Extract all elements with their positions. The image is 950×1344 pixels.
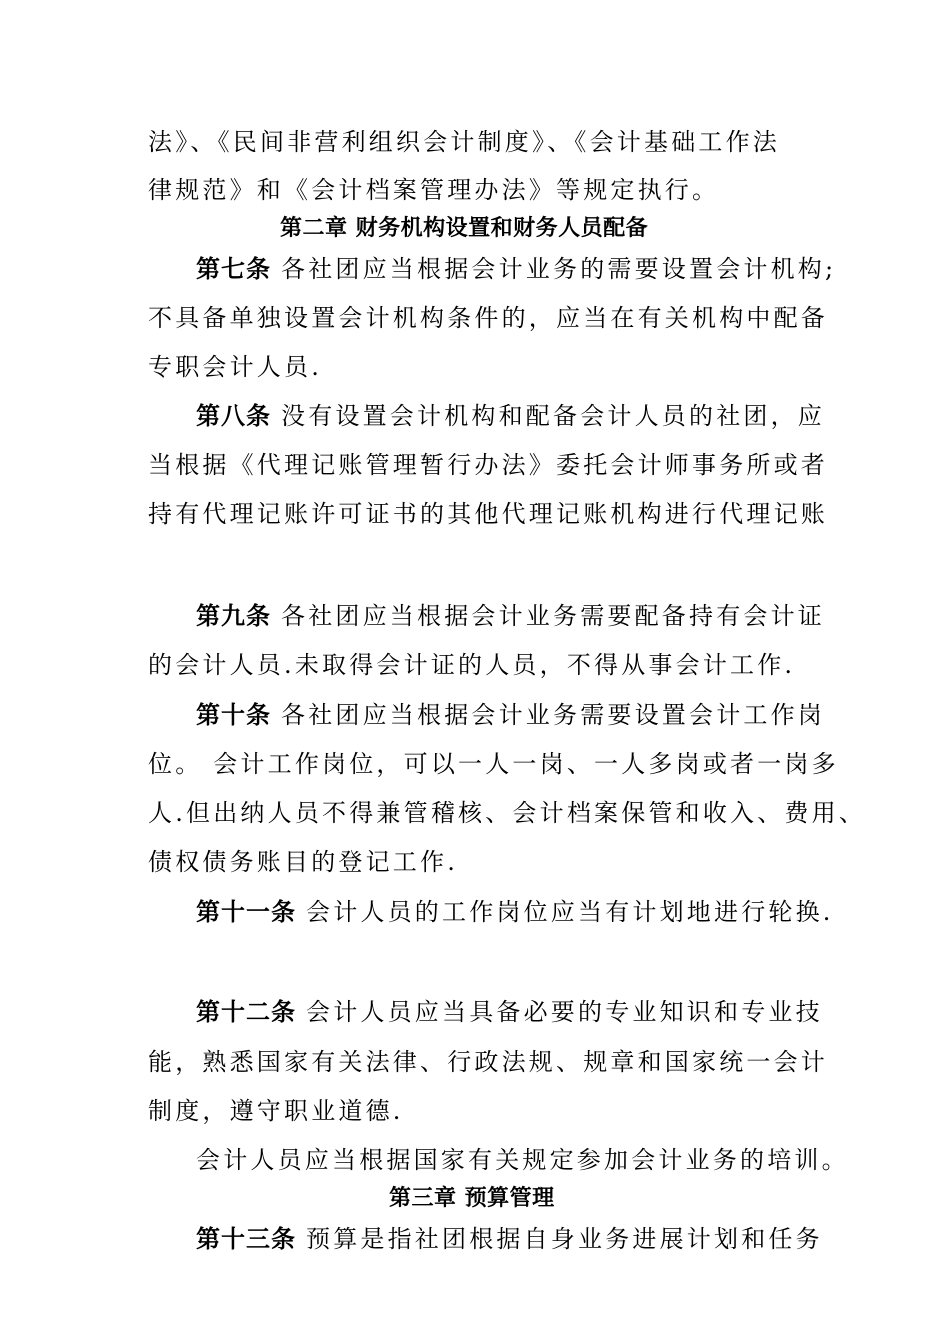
article-7: [196, 254, 836, 284]
article-13: [196, 1224, 823, 1254]
text-line: 专职会计人员.: [148, 353, 323, 381]
article-text: 各社团应当根据会计业务需要设置会计工作岗: [281, 701, 825, 729]
article-8: [196, 401, 825, 431]
article-label: 第八条: [196, 402, 271, 430]
article-11: [196, 897, 834, 927]
text-line: 律规范》和《会计档案管理办法》等规定执行。: [148, 176, 720, 204]
article-12: [196, 997, 823, 1027]
text-line: 法》、《民间非营利组织会计制度》、《会计基础工作法: [148, 128, 780, 156]
article-label: 第十一条: [196, 898, 296, 926]
article-label: 第十三条: [196, 1225, 296, 1253]
article-text: 各社团应当根据会计业务需要配备持有会计证: [281, 602, 825, 630]
article-text: 预算是指社团根据自身业务进展计划和任务: [306, 1225, 823, 1253]
article-label: 第七条: [196, 255, 271, 283]
text-line: 当根据《代理记账管理暂行办法》委托会计师事务所或者: [148, 451, 828, 479]
article-10: [196, 700, 825, 730]
chapter-3-heading: 第三章 预算管理: [389, 1186, 555, 1211]
training-paragraph: 会计人员应当根据国家有关规定参加会计业务的培训。: [196, 1146, 849, 1174]
article-text: 没有设置会计机构和配备会计人员的社团，应: [281, 402, 825, 430]
article-label: 第十二条: [196, 998, 296, 1026]
article-text: 会计人员的工作岗位应当有计划地进行轮换.: [306, 898, 834, 926]
article-label: 第十条: [196, 701, 271, 729]
text-line: 能，熟悉国家有关法律、行政法规、规章和国家统一会计: [148, 1048, 828, 1076]
text-line: 制度，遵守职业道德.: [148, 1097, 404, 1125]
article-text: 会计人员应当具备必要的专业知识和专业技: [306, 998, 823, 1026]
text-line: 持有代理记账许可证书的其他代理记账机构进行代理记账: [148, 500, 828, 528]
text-line: 债权债务账目的登记工作.: [148, 848, 459, 876]
text-line: 的会计人员.未取得会计证的人员，不得从事会计工作.: [148, 651, 796, 679]
article-9: [196, 601, 825, 631]
text-line: 人.但出纳人员不得兼管稽核、会计档案保管和收入、费用、: [148, 799, 867, 827]
article-label: 第九条: [196, 602, 271, 630]
text-line: 位。 会计工作岗位，可以一人一岗、一人多岗或者一岗多: [148, 750, 839, 778]
chapter-2-heading: 第二章 财务机构设置和财务人员配备: [280, 216, 649, 241]
text-line: 不具备单独设置会计机构条件的，应当在有关机构中配备: [148, 304, 828, 332]
article-text: 各社团应当根据会计业务的需要设置会计机构;: [281, 255, 837, 283]
